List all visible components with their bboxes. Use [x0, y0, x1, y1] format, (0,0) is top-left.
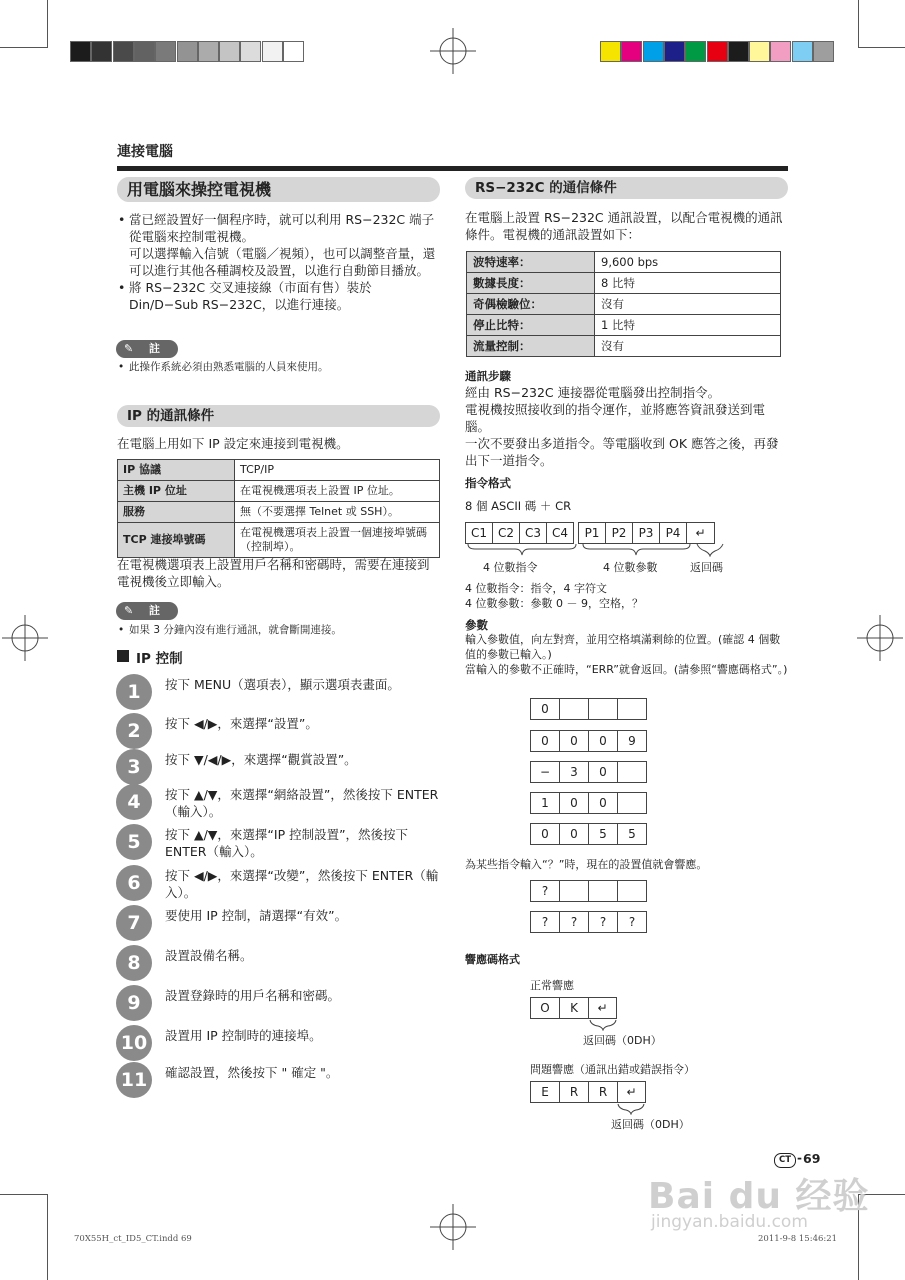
watermark-url: jingyan.baidu.com: [651, 1212, 808, 1232]
cmd-note: 4 位數參數：參數 0 － 9，空格，？: [465, 597, 643, 610]
color-swatch: [664, 41, 685, 62]
command-cell: C1: [465, 522, 493, 544]
ret-code-label: 返回碼（0DH）: [583, 1034, 662, 1047]
query-text: 為某些指令輸入“？”時，現在的設置值就會響應。: [465, 858, 708, 871]
param-text: [465, 632, 788, 677]
table-row: [118, 481, 440, 502]
table-key: 流量控制：: [467, 336, 595, 357]
note-label: 註: [149, 604, 160, 617]
grid-cell: [588, 880, 618, 902]
gray-swatch: [113, 41, 134, 62]
command-cell: C4: [546, 522, 574, 544]
grid-cell: 0: [588, 761, 618, 783]
bullet-item: 可以選擇輸入信號（電腦／視頻），也可以調整音量，還可以進行其他各種調校及設置，以進行自動節目播放。: [129, 246, 436, 278]
ok-response-row: [530, 997, 616, 1019]
normal-label: 正常響應: [530, 979, 574, 992]
response-cell: E: [530, 1081, 560, 1103]
gray-swatch: [70, 41, 91, 62]
grid-cell: −: [530, 761, 560, 783]
step-number: 5: [116, 824, 152, 860]
command-cell: P1: [578, 522, 606, 544]
grid-row: [530, 880, 646, 902]
crop-mark: [0, 1194, 48, 1195]
proc-line: 一次不要發出多道指令。等電腦收到 OK 應答之後，再發出下一道指令。: [465, 436, 779, 468]
gray-swatch: [177, 41, 198, 62]
grid-cell: [617, 698, 647, 720]
step-number: 10: [116, 1025, 152, 1061]
gray-swatch: [262, 41, 283, 62]
color-swatch: [749, 41, 770, 62]
bullet-list: [129, 211, 440, 313]
table-value: 在電視機選項表上設置 IP 位址。: [235, 481, 440, 502]
table-row: [118, 523, 440, 558]
table-value: TCP/IP: [235, 460, 440, 481]
grid-cell: 1: [530, 792, 560, 814]
gray-swatch: [198, 41, 219, 62]
gray-swatch: [155, 41, 176, 62]
table-row: [467, 294, 781, 315]
gray-swatch: [240, 41, 261, 62]
grid-cell: 5: [617, 823, 647, 845]
brace-lines: [616, 1103, 646, 1115]
step-number: 3: [116, 749, 152, 785]
note-badge: [116, 602, 178, 620]
table-value: 在電視機選項表上設置一個連接埠號碼（控制埠）。: [235, 523, 440, 558]
grid-cell: 3: [559, 761, 589, 783]
command-format-row: [465, 522, 714, 544]
crop-mark: [858, 47, 905, 48]
grid-cell: 0: [588, 792, 618, 814]
ipctrl-title: IP 控制: [136, 651, 183, 667]
proc-text: [465, 384, 788, 469]
color-swatch: [770, 41, 791, 62]
registration-target-icon: [857, 615, 903, 661]
table-key: TCP 連接埠號碼: [118, 523, 235, 558]
table-key: 服務: [118, 502, 235, 523]
note-text: [129, 360, 440, 375]
command-cell: P3: [632, 522, 660, 544]
gray-swatch: [134, 41, 155, 62]
step-text: 按下 MENU（選項表），顯示選項表畫面。: [165, 677, 400, 692]
return-icon: ↵: [686, 522, 715, 544]
param-title: 參數: [465, 618, 488, 632]
table-value: 沒有: [595, 294, 781, 315]
grid-cell: 9: [617, 730, 647, 752]
resp-title: 響應碼格式: [465, 953, 520, 966]
table-row: [467, 336, 781, 357]
note-text: [129, 623, 440, 638]
watermark: Bai du 经验: [648, 1176, 870, 1217]
param-label: 4 位數參數: [603, 561, 658, 574]
page-title: 用電腦來操控電視機: [117, 177, 440, 202]
response-cell: R: [559, 1081, 589, 1103]
proc-title: 通訊步驟: [465, 369, 511, 383]
step-text: 設置用 IP 控制時的連接埠。: [165, 1028, 322, 1043]
registration-target-icon: [430, 28, 476, 74]
step-text: 按下 ▲/▼，來選擇“IP 控制設置”，然後按下 ENTER（輸入）。: [165, 827, 409, 859]
param-line: 當輸入的參數不正確時，“ERR”就會返回。(請參照“響應碼格式”。): [465, 663, 788, 676]
step-text: 要使用 IP 控制，請選擇“有效”。: [165, 908, 348, 923]
grid-row: [530, 761, 646, 783]
table-key: 數據長度：: [467, 273, 595, 294]
color-swatch: [707, 41, 728, 62]
step-text: 確認設置，然後按下 " 確定 "。: [165, 1065, 339, 1080]
table-value: 9,600 bps: [595, 252, 781, 273]
cmd-note: 4 位數指令：指令，4 字符文: [465, 582, 607, 595]
rs-table: [466, 251, 781, 357]
proc-line: 經由 RS−232C 連接器從電腦發出控制指令。: [465, 385, 721, 400]
ret-code-label: 返回碼（0DH）: [611, 1118, 690, 1131]
cmd-notes: [465, 581, 643, 611]
brace-lines: [588, 1019, 618, 1031]
crop-mark: [47, 0, 48, 48]
grid-cell: 0: [559, 823, 589, 845]
note-badge: [116, 340, 178, 358]
err-response-row: [530, 1081, 645, 1103]
note-label: 註: [149, 342, 160, 355]
table-row: [118, 502, 440, 523]
registration-target-icon: [2, 615, 48, 661]
crop-mark: [0, 47, 48, 48]
grid-cell: ?: [617, 911, 647, 933]
header-rule: [117, 166, 788, 171]
grid-cell: [588, 698, 618, 720]
ip-section-title: IP 的通訊條件: [117, 405, 440, 427]
note-text-1: • 此操作系統必須由熟悉電腦的人員來使用。: [129, 361, 329, 373]
return-icon: ↵: [588, 997, 617, 1019]
brace-lines: [465, 543, 730, 557]
grid-cell: [617, 792, 647, 814]
bullet-item: • 將 RS−232C 交叉連接線（市面有售）裝於 Din/D−Sub RS−232C，以進行連接。: [129, 279, 440, 313]
step-number: 1: [116, 674, 152, 710]
color-swatch: [643, 41, 664, 62]
step-number: 8: [116, 945, 152, 981]
return-icon: ↵: [617, 1081, 646, 1103]
gray-swatch: [91, 41, 112, 62]
ip-intro: 在電腦上用如下 IP 設定來連接到電視機。: [117, 436, 349, 451]
step-text: 按下 ▼/◀/▶，來選擇“觀賞設置”。: [165, 752, 357, 767]
rs-intro: 在電腦上設置 RS−232C 通訊設置，以配合電視機的通訊條件。電視機的通訊設置如下：: [465, 210, 783, 242]
grid-cell: 0: [559, 730, 589, 752]
table-value: 沒有: [595, 336, 781, 357]
fmt-title: 指令格式: [465, 476, 511, 490]
pencil-icon: ✎: [124, 604, 134, 617]
grid-row: [530, 911, 646, 933]
color-swatch: [813, 41, 834, 62]
grid-cell: 0: [559, 792, 589, 814]
color-swatch: [621, 41, 642, 62]
page-dash: -: [797, 1151, 802, 1165]
note-text-2: • 如果 3 分鐘內沒有進行通訊，就會斷開連接。: [129, 624, 342, 636]
grid-cell: [617, 761, 647, 783]
table-row: [467, 315, 781, 336]
grid-cell: [617, 880, 647, 902]
rs-section-title: RS−232C 的通信條件: [465, 177, 788, 199]
table-value: 8 比特: [595, 273, 781, 294]
step-number: 11: [116, 1062, 152, 1098]
command-cell: P4: [659, 522, 687, 544]
table-key: 主機 IP 位址: [118, 481, 235, 502]
step-text: 按下 ▲/▼，來選擇“網絡設置”，然後按下 ENTER（輸入）。: [165, 787, 439, 819]
response-cell: R: [588, 1081, 618, 1103]
response-cell: K: [559, 997, 589, 1019]
proc-line: 電視機按照接收到的指令運作，並將應答資訊發送到電腦。: [465, 402, 766, 434]
step-number: 7: [116, 905, 152, 941]
command-cell: C3: [519, 522, 547, 544]
grid-cell: [559, 698, 589, 720]
step-number: 6: [116, 865, 152, 901]
command-cells: [465, 522, 686, 544]
table-value: 1 比特: [595, 315, 781, 336]
step-text: 設置設備名稱。: [165, 948, 253, 963]
grid-cell: 0: [530, 698, 560, 720]
command-cell: C2: [492, 522, 520, 544]
grid-row: [530, 730, 646, 752]
grid-row: [530, 792, 646, 814]
date-info: 2011-9-8 15:46:21: [758, 1234, 838, 1244]
ret-label: 返回碼: [690, 561, 723, 574]
err-label: 問題響應（通訊出錯或錯誤指令）: [530, 1063, 695, 1076]
cmd-label: 4 位數指令: [483, 561, 538, 574]
step-text: 設置登錄時的用戶名稱和密碼。: [165, 988, 341, 1003]
grid-cell: 5: [588, 823, 618, 845]
lang-badge: CT: [774, 1153, 796, 1168]
grid-cell: 0: [530, 730, 560, 752]
command-cell: P2: [605, 522, 633, 544]
grid-row: [530, 698, 646, 720]
grid-cell: ?: [530, 911, 560, 933]
fmt-desc: 8 個 ASCII 碼 ＋ CR: [465, 499, 572, 513]
grid-cell: [559, 880, 589, 902]
table-key: IP 協議: [118, 460, 235, 481]
gray-swatch: [219, 41, 240, 62]
page-number: 69: [803, 1151, 821, 1166]
section-title: 連接電腦: [117, 144, 173, 160]
table-row: [467, 273, 781, 294]
table-row: [118, 460, 440, 481]
table-row: [467, 252, 781, 273]
crop-mark: [858, 0, 859, 48]
gray-swatch: [283, 41, 304, 62]
bullet-item: • 當已經設置好一個程序時，就可以利用 RS−232C 端子從電腦來控制電視機。: [129, 211, 440, 245]
table-key: 奇偶檢驗位：: [467, 294, 595, 315]
grid-row: [530, 823, 646, 845]
color-swatch: [728, 41, 749, 62]
table-key: 停止比特：: [467, 315, 595, 336]
grid-cell: ?: [588, 911, 618, 933]
step-number: 2: [116, 713, 152, 749]
grid-cell: 0: [588, 730, 618, 752]
color-swatch: [600, 41, 621, 62]
ip-table: [117, 459, 440, 558]
table-key: 波特速率：: [467, 252, 595, 273]
step-number: 4: [116, 784, 152, 820]
color-swatch: [685, 41, 706, 62]
grid-cell: ?: [530, 880, 560, 902]
square-bullet-icon: [117, 650, 129, 662]
response-cell: O: [530, 997, 560, 1019]
crop-mark: [47, 1194, 48, 1280]
registration-target-icon: [430, 1204, 476, 1250]
pencil-icon: ✎: [124, 342, 134, 355]
step-number: 9: [116, 985, 152, 1021]
file-info: 70X55H_ct_ID5_CT.indd 69: [74, 1234, 192, 1244]
grid-cell: ?: [559, 911, 589, 933]
color-swatch: [792, 41, 813, 62]
step-text: 按下 ◀/▶，來選擇“設置”。: [165, 716, 318, 731]
ip-after-text: 在電視機選項表上設置用戶名稱和密碼時，需要在連接到電視機後立即輸入。: [117, 557, 430, 589]
grid-cell: 0: [530, 823, 560, 845]
table-value: 無（不要選擇 Telnet 或 SSH）。: [235, 502, 440, 523]
param-line: 輸入參數值，向左對齊，並用空格填滿剩餘的位置。(確認 4 個數值的參數已輸入。): [465, 633, 781, 661]
step-text: 按下 ◀/▶，來選擇“改變”，然後按下 ENTER（輸入）。: [165, 868, 439, 900]
